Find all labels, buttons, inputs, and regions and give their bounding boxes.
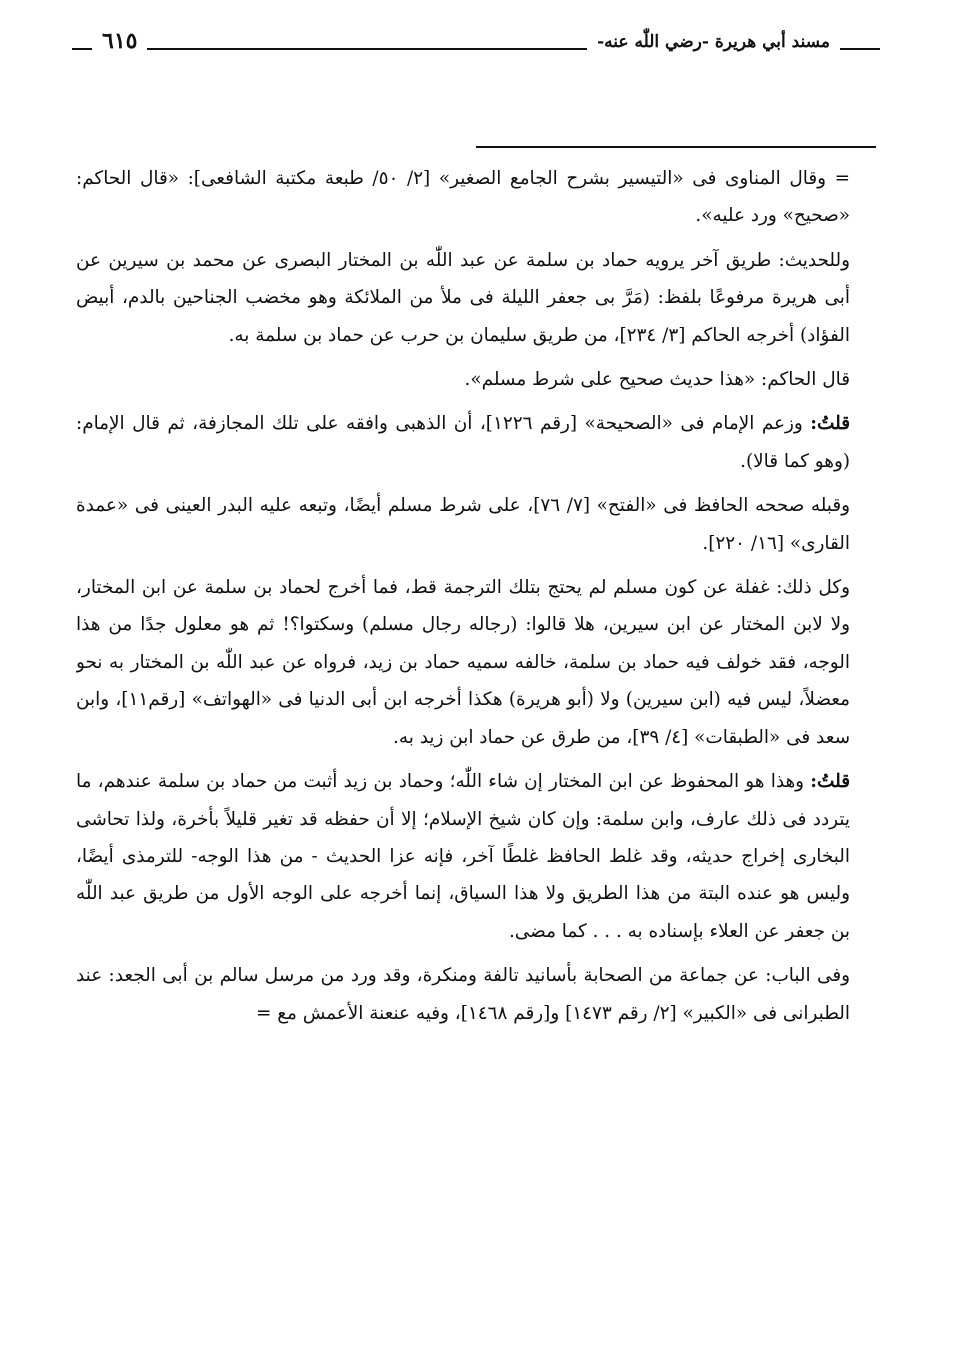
footnote-body (76, 160, 850, 1300)
footnote-paragraph (76, 763, 850, 950)
paragraph-text: وزعم الإمام فى «الصحيحة» [رقم ١٢٢٦]، أن الذهبى وافقه على تلك المجازفة، ثم قال الإمام: (وهو كما قالا). (76, 413, 850, 472)
paragraph-lead: قلتُ: (810, 413, 850, 435)
footnote-paragraph (76, 160, 850, 235)
paragraph-text: وللحديث: طريق آخر يرويه حماد بن سلمة عن عبد اللّٰه بن المختار البصرى عن محمد بن سيرين عن أبى هريرة مرفوعًا بلفظ: (مَرَّ بى جعفر الليلة فى ملأ من الملائكة وهو مخضب الجناحين بالدم، أبيض الفؤاد) أخرجه الحاكم [٣/ ٢٣٤]، من طريق سليمان بن حرب عن حماد بن سلمة به. (76, 249, 850, 346)
paragraph-text: = وقال المناوى فى «التيسير بشرح الجامع الصغير» [٢/ ٥٠/ طبعة مكتبة الشافعى]: «قال الحاكم: «صحيح» ورد عليه». (76, 168, 850, 227)
paragraph-lead: قلتُ: (810, 771, 850, 793)
footnote-paragraph (76, 361, 850, 398)
paragraph-text: وفى الباب: عن جماعة من الصحابة بأسانيد تالفة ومنكرة، وقد ورد من مرسل سالم بن أبى الجعد: عند الطبرانى فى «الكبير» [٢/ رقم ١٤٧٣] و[رقم ١٤٦٨]، وفيه عنعنة الأعمش مع = (76, 965, 850, 1024)
footnote-paragraph (76, 405, 850, 480)
paragraph-text: وكل ذلك: غفلة عن كون مسلم لم يحتج بتلك الترجمة قط، فما أخرج لحماد بن سلمة عن ابن المختار، ولا لابن المختار عن ابن سيرين، هلا قالوا: (رجاله رجال مسلم) وسكتوا؟! ثم هو معلول جدًا من هذا الوجه، فقد خولف فيه حماد بن سلمة، خالفه سميه حماد بن زيد، فرواه عن عبد اللّٰه بن المختار به نحو معضلاً، ليس فيه (ابن سيرين) ولا (أبو هريرة) هكذا أخرجه ابن أبى الدنيا فى «الهواتف» [رقم١١]، وابن سعد فى «الطبقات» [٤/ ٣٩]، من طرق عن حماد ابن زيد به. (76, 577, 850, 748)
running-header (72, 28, 880, 68)
paragraph-text: وهذا هو المحفوظ عن ابن المختار إن شاء اللّٰه؛ وحماد بن زيد أثبت من حماد بن سلمة عندهم، ما يتردد فى ذلك عارف، وابن سلمة: وإن كان شيخ الإسلام؛ إلا أن حفظه قد تغير قليلاً بأخرة، ولذا تحاشى البخارى إخراج حديثه، وقد غلط الحافظ غلطًا آخر، فإنه عزا الحديث - من هذا الوجه- للترمذى أيضًا، وليس هو عنده البتة من هذا الطريق ولا هذا السياق، إنما أخرجه على الوجه الأول من طريق عبد اللّٰه بن جعفر عن العلاء بإسناده به . . . كما مضى. (76, 771, 850, 942)
footnote-paragraph (76, 242, 850, 354)
header-title: مسند أبي هريرة -رضي اللّٰه عنه- (587, 32, 840, 52)
footnote-divider (476, 146, 876, 148)
paragraph-text: قال الحاكم: «هذا حديث صحيح على شرط مسلم». (464, 369, 850, 391)
footnote-paragraph (76, 957, 850, 1032)
paragraph-text: وقبله صححه الحافظ فى «الفتح» [٧/ ٧٦]، على شرط مسلم أيضًا، وتبعه عليه البدر العينى فى «عمدة القارى» [١٦/ ٢٢٠]. (76, 495, 850, 554)
footnote-paragraph (76, 487, 850, 562)
footnote-paragraph (76, 569, 850, 756)
page-number: ٦١٥ (92, 28, 147, 54)
